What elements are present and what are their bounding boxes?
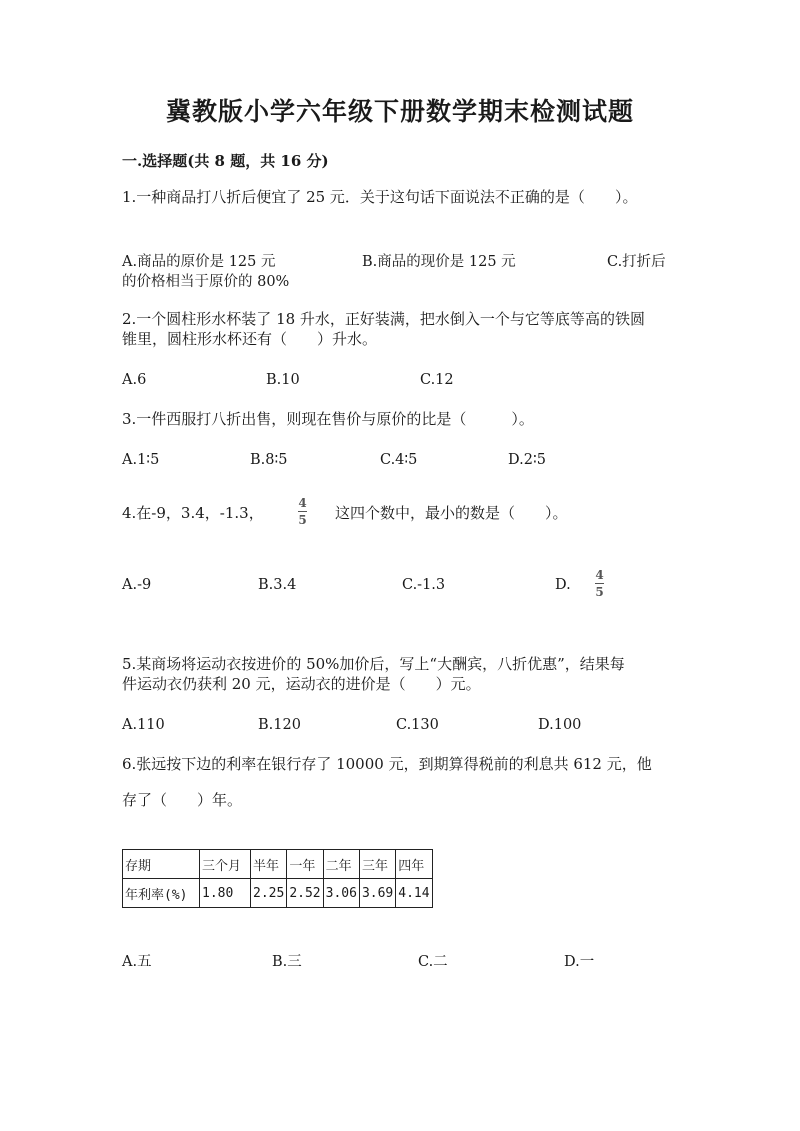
question-3-option-a: A.1∶5: [122, 452, 160, 468]
fraction-numerator: 4: [595, 568, 604, 582]
fraction-denominator: 5: [298, 513, 307, 527]
question-5-option-a: A.110: [122, 717, 165, 733]
table-cell: 2.25: [251, 879, 287, 908]
table-cell: 3.06: [323, 879, 359, 908]
question-6-option-b: B.三: [272, 954, 302, 970]
question-2-stem-line-2: 锥里，圆柱形水杯还有（ ）升水。: [122, 330, 378, 348]
page-title: 冀教版小学六年级下册数学期末检测试题: [165, 97, 634, 126]
interest-rate-table: [122, 849, 433, 908]
question-1-stem: 1.一种商品打八折后便宜了 25 元．关于这句话下面说法不正确的是（ ）。: [122, 188, 638, 206]
question-5-stem-line-2: 件运动衣仍获利 20 元，运动衣的进价是（ ）元。: [122, 675, 481, 693]
question-4-option-d: D.: [555, 577, 571, 593]
question-3-option-c: C.4∶5: [380, 452, 418, 468]
question-6-stem-line-2: 存了（ ）年。: [122, 791, 243, 809]
question-6-option-d: D.一: [564, 954, 595, 970]
question-4-fraction: [298, 497, 307, 526]
question-2-option-a: A.6: [122, 372, 147, 388]
question-2-option-c: C.12: [420, 372, 454, 388]
question-2-option-b: B.10: [266, 372, 300, 388]
question-6-option-c: C.二: [418, 954, 448, 970]
question-3-option-d: D.2∶5: [508, 452, 546, 468]
table-header-cell: 一年: [287, 850, 323, 879]
question-4-option-b: B.3.4: [258, 577, 297, 593]
question-3-option-b: B.8∶5: [250, 452, 288, 468]
question-1-option-c-continued: 的价格相当于原价的 80%: [122, 274, 290, 290]
fraction-numerator: 4: [298, 496, 307, 510]
question-1-option-a: A.商品的原价是 125 元: [122, 254, 276, 270]
question-4-option-a: A.-9: [122, 577, 152, 593]
table-cell: 4.14: [396, 879, 432, 908]
table-cell: 3.69: [359, 879, 395, 908]
fraction-denominator: 5: [595, 585, 604, 599]
question-4-option-c: C.-1.3: [402, 577, 446, 593]
table-header-cell: 存期: [123, 850, 200, 879]
table-header-cell: 三个月: [200, 850, 251, 879]
fraction-bar: [298, 511, 307, 512]
table-row: [123, 879, 433, 908]
question-1-option-b: B.商品的现价是 125 元: [362, 254, 516, 270]
question-5-stem-line-1: 5.某商场将运动衣按进价的 50%加价后，写上“大酬宾，八折优惠”，结果每: [122, 655, 625, 673]
table-header-cell: 二年: [323, 850, 359, 879]
question-6-stem-line-1: 6.张远按下边的利率在银行存了 10000 元，到期算得税前的利息共 612 元，他: [122, 755, 652, 773]
table-header-cell: 半年: [251, 850, 287, 879]
question-2-stem-line-1: 2.一个圆柱形水杯装了 18 升水，正好装满，把水倒入一个与它等底等高的铁圆: [122, 310, 645, 328]
question-6-option-a: A.五: [122, 954, 152, 970]
question-4-option-d-fraction: [595, 569, 604, 598]
table-header-cell: 四年: [396, 850, 432, 879]
table-cell: 2.52: [287, 879, 323, 908]
question-4-stem-part-1: 4.在-9，3.4，-1.3，: [122, 504, 264, 522]
table-cell: 1.80: [200, 879, 251, 908]
question-5-option-b: B.120: [258, 717, 301, 733]
table-cell: 年利率(%): [123, 879, 200, 908]
question-5-option-d: D.100: [538, 717, 582, 733]
question-5-option-c: C.130: [396, 717, 439, 733]
question-1-option-c: C.打折后: [607, 254, 666, 270]
question-3-stem: 3.一件西服打八折出售，则现在售价与原价的比是（ ）。: [122, 410, 534, 428]
table-header-row: [123, 850, 433, 879]
question-4-stem-part-2: 这四个数中，最小的数是（ ）。: [335, 504, 568, 522]
fraction-bar: [595, 583, 604, 584]
section-heading: 一.选择题(共 8 题，共 16 分): [122, 152, 329, 170]
table-header-cell: 三年: [359, 850, 395, 879]
